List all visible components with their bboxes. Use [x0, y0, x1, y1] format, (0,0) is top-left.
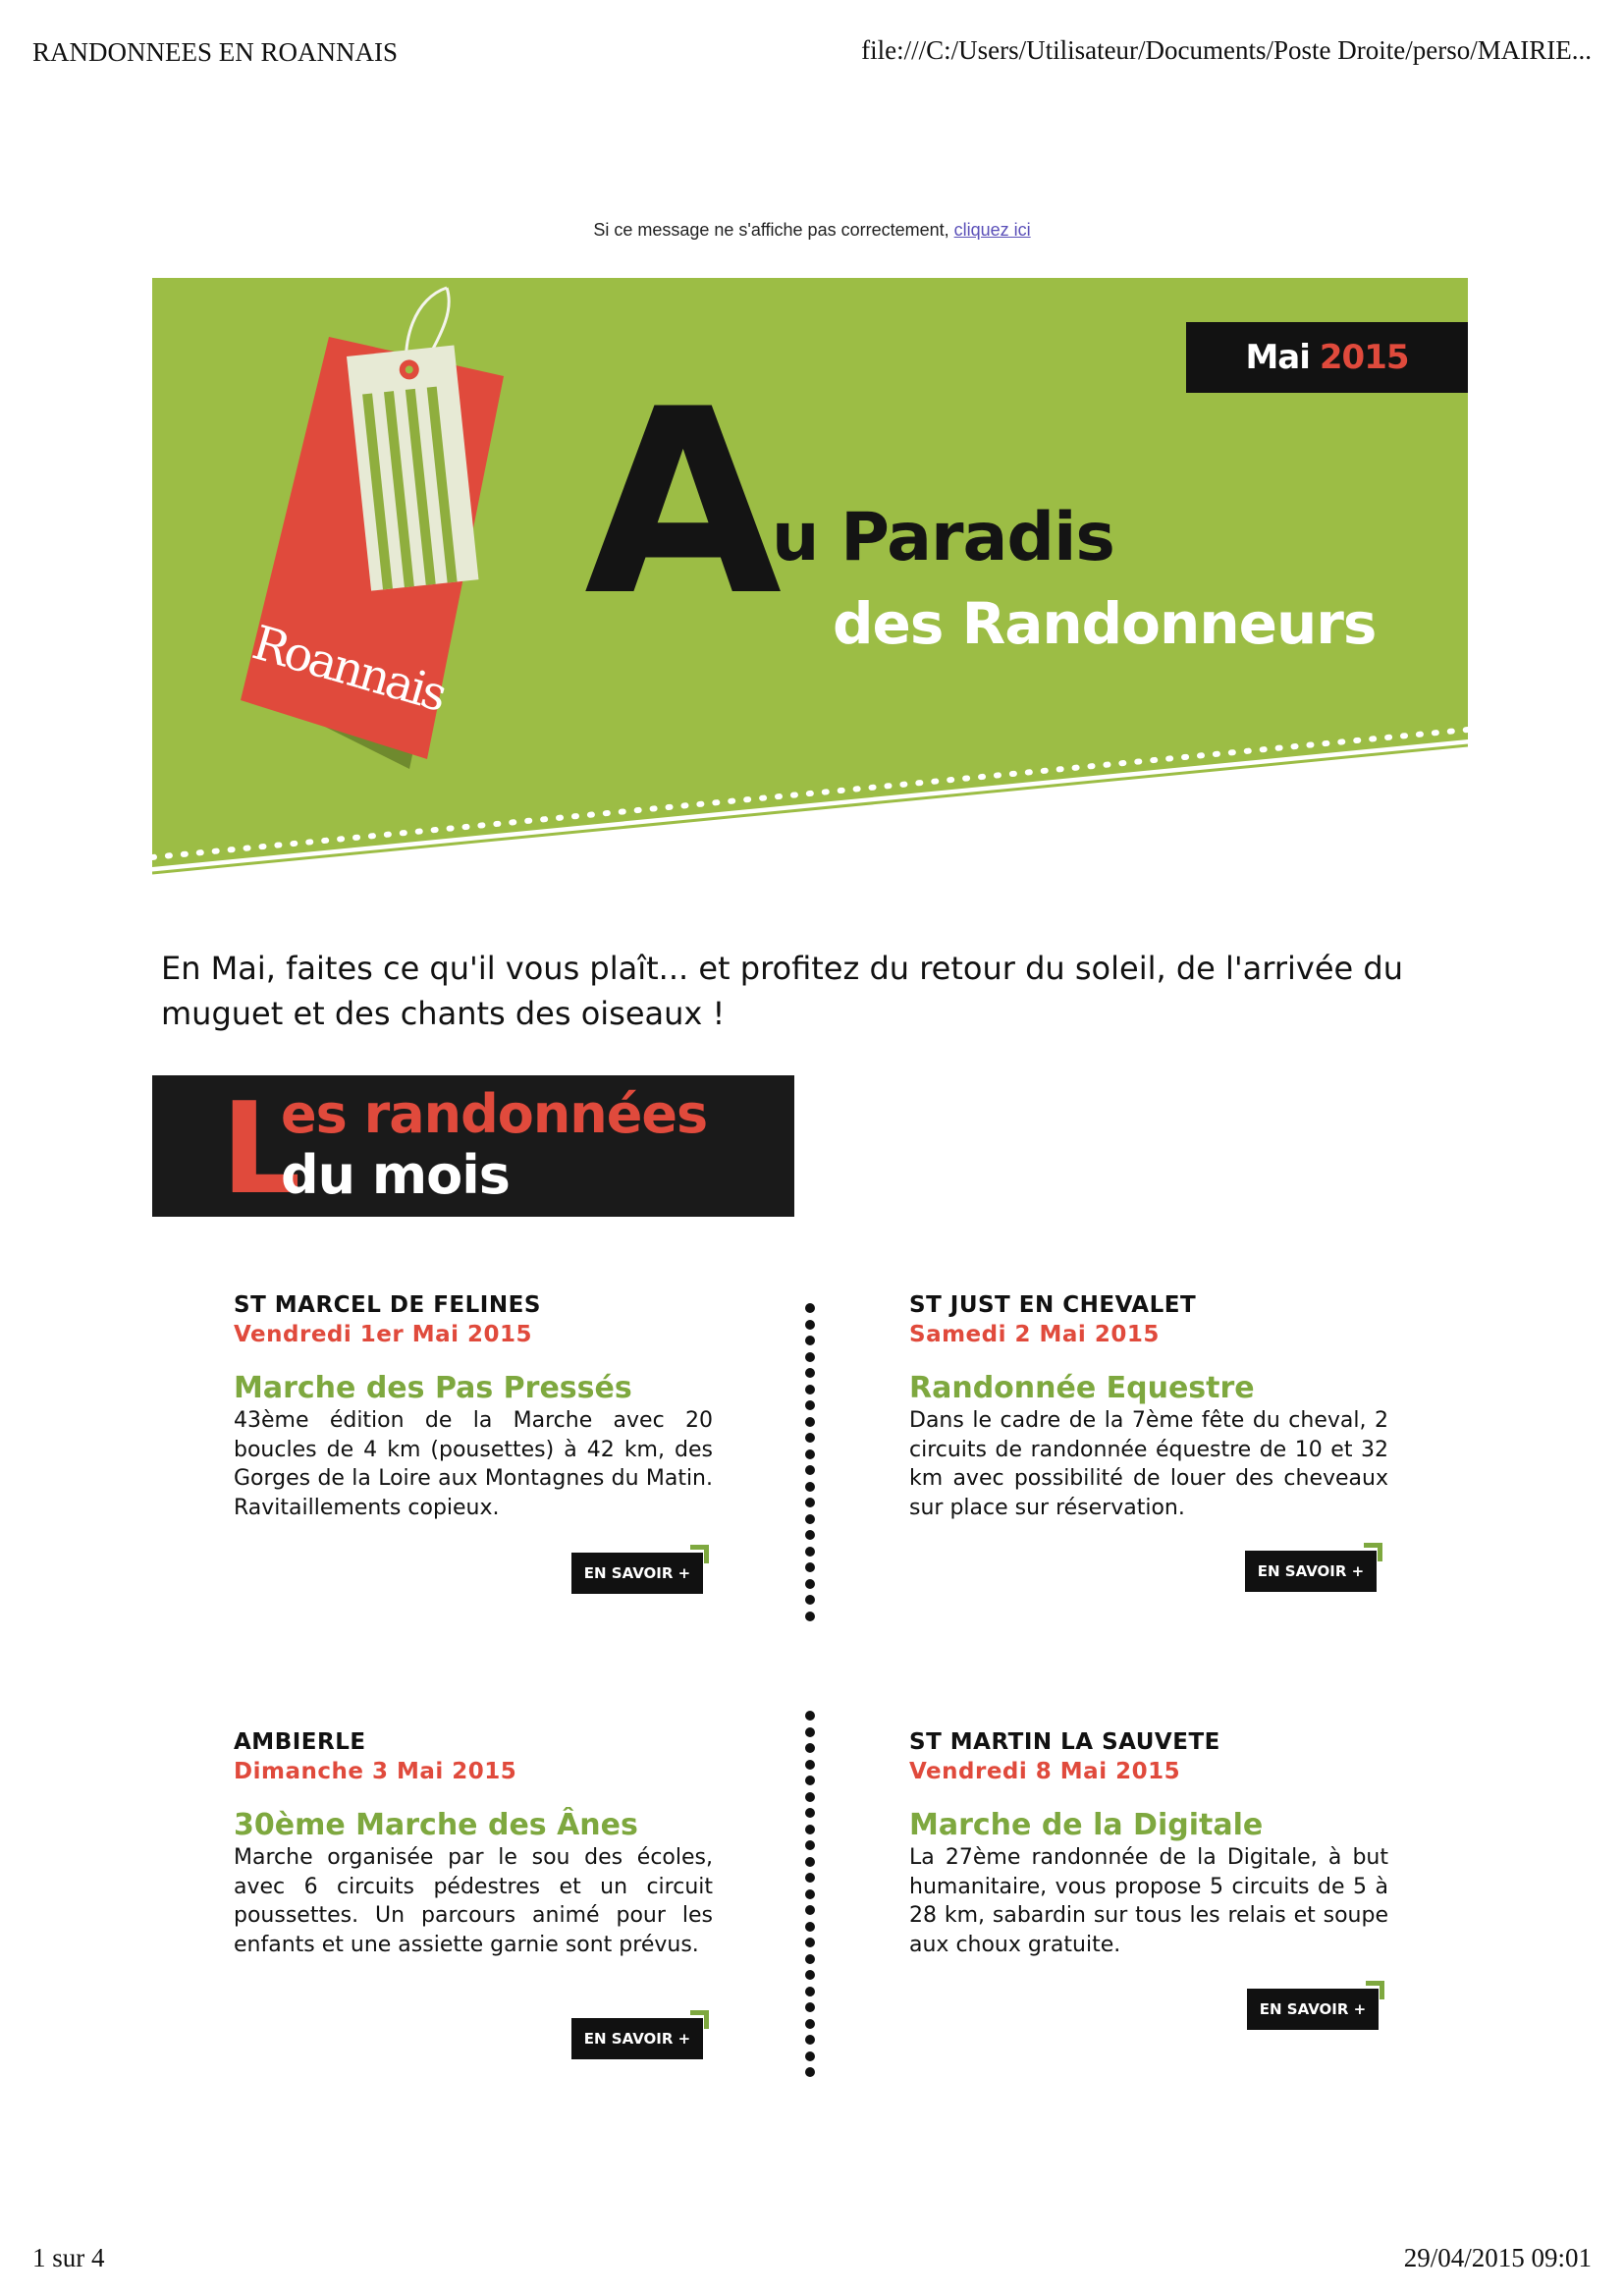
click-here-link[interactable]: cliquez ici	[953, 220, 1031, 240]
corner-accent-icon	[1364, 1543, 1382, 1561]
title-line-2: des Randonneurs	[833, 590, 1377, 657]
print-footer-page: 1 sur 4	[32, 2243, 105, 2272]
print-header-path: file:///C:/Users/Utilisateur/Documents/Poste Droite/perso/MAIRIE...	[861, 35, 1592, 65]
issue-badge	[1186, 322, 1468, 393]
event-place: ST MARTIN LA SAUVETE	[909, 1729, 1220, 1755]
corner-accent-icon	[1366, 1981, 1384, 1999]
brand-logo: Roannais	[246, 615, 451, 723]
issue-month: Mai	[1245, 338, 1310, 377]
event-card	[909, 1727, 1388, 2018]
intro-text: En Mai, faites ce qu'il vous plaît... et profitez du retour du soleil, de l'arrivée du muguet et des chants des oiseaux !	[161, 950, 1403, 1032]
event-date: Vendredi 8 Mai 2015	[909, 1759, 1181, 1784]
more-info-label: EN SAVOIR +	[1257, 1562, 1365, 1580]
section-line-1: es randonnées	[281, 1083, 708, 1145]
title-initial: A	[584, 355, 783, 652]
event-card	[909, 1290, 1388, 1580]
event-description: Marche organisée par le sou des écoles, avec 6 circuits pédestres et un circuit poussettes. Un parcours animé pour les enfants et une assiette garnie sont prévus.	[234, 1845, 713, 1957]
section-line-2: du mois	[281, 1144, 510, 1206]
notice-text: Si ce message ne s'affiche pas correctement,	[593, 220, 954, 240]
event-card	[234, 1290, 713, 1582]
event-name: Marche des Pas Pressés	[234, 1371, 632, 1405]
print-footer-datetime: 29/04/2015 09:01	[1403, 2243, 1592, 2272]
display-notice	[0, 220, 1624, 241]
more-info-button[interactable]	[1247, 1989, 1379, 2030]
more-info-label: EN SAVOIR +	[1259, 2000, 1367, 2018]
event-date: Dimanche 3 Mai 2015	[234, 1759, 517, 1784]
title-line-1: u Paradis	[772, 499, 1114, 576]
print-header-title: RANDONNEES EN ROANNAIS	[32, 37, 399, 67]
event-name: Marche de la Digitale	[909, 1808, 1264, 1842]
event-name: 30ème Marche des Ânes	[234, 1808, 638, 1842]
column-divider	[805, 1303, 819, 1627]
more-info-button[interactable]	[571, 1553, 703, 1594]
event-date: Samedi 2 Mai 2015	[909, 1322, 1160, 1347]
more-info-label: EN SAVOIR +	[583, 1564, 691, 1582]
event-date: Vendredi 1er Mai 2015	[234, 1322, 533, 1347]
event-description: La 27ème randonnée de la Digitale, à but humanitaire, vous propose 5 circuits de 5 à 28 km, sabardin sur tous les relais et soupe aux choux gratuite.	[909, 1845, 1388, 1957]
event-description: 43ème édition de la Marche avec 20 boucles de 4 km (pousettes) à 42 km, des Gorges de la Loire aux Montagnes du Matin. Ravitaillements copieux.	[234, 1408, 713, 1520]
more-info-button[interactable]	[1245, 1551, 1377, 1592]
corner-accent-icon	[690, 2010, 709, 2029]
header-banner	[152, 278, 1468, 897]
event-place: ST JUST EN CHEVALET	[909, 1292, 1197, 1318]
event-description: Dans le cadre de la 7ème fête du cheval, 2 circuits de randonnée équestre de 10 et 32 km avec possibilité de louer des cheveaux sur place sur réservation.	[909, 1408, 1388, 1520]
column-divider	[805, 1711, 819, 2084]
event-place: ST MARCEL DE FELINES	[234, 1292, 541, 1318]
event-name: Randonnée Equestre	[909, 1371, 1255, 1405]
event-place: AMBIERLE	[234, 1729, 366, 1755]
corner-accent-icon	[690, 1545, 709, 1563]
more-info-label: EN SAVOIR +	[583, 2030, 691, 2048]
issue-year: 2015	[1319, 338, 1409, 377]
section-heading	[152, 1075, 794, 1223]
section-initial: L	[221, 1076, 301, 1223]
event-card	[234, 1727, 713, 2048]
more-info-button[interactable]	[571, 2018, 703, 2059]
